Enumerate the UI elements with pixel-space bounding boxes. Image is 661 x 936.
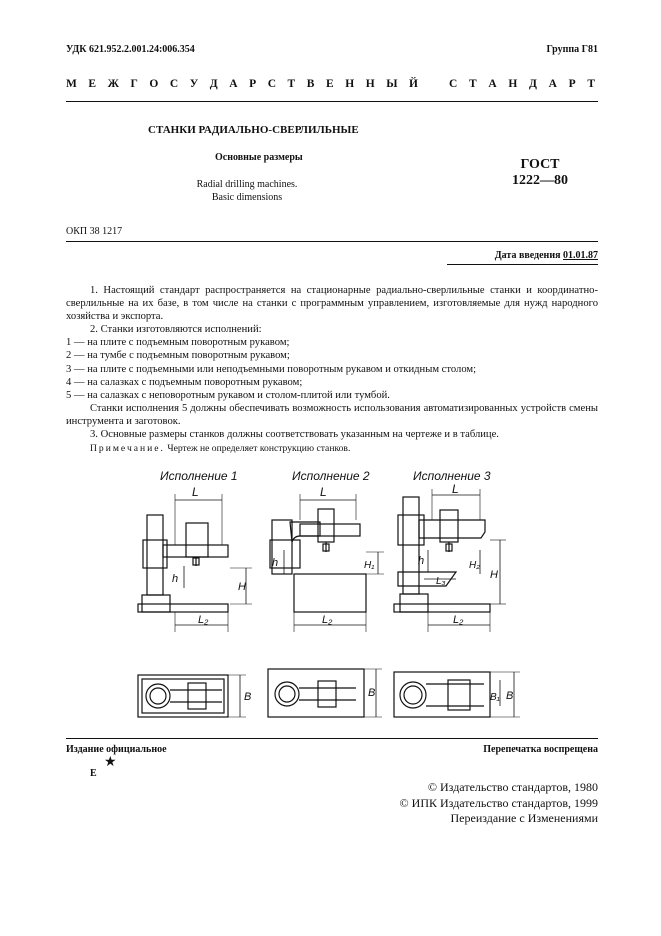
variant-item: 2 — на тумбе с подъемным поворотным рукавом; xyxy=(66,350,290,362)
banner-letter: Й xyxy=(409,78,418,90)
udk-code: УДК 621.952.2.001.24:006.354 xyxy=(66,44,195,55)
paragraph-1: 1. Настоящий стандарт распространяется на стационарные радиально-сверлильные станки и координатно-сверлильные на их базе, в том числе на станки с программным управлением, изготовляемые для нужд народного хозяйства и экспорта. xyxy=(66,285,598,323)
variant-3-plan-view xyxy=(394,672,520,717)
variant-3-side-view xyxy=(394,482,506,632)
dim-H: H xyxy=(238,581,246,593)
banner-letter: Е xyxy=(325,78,334,90)
english-title-line-1: Radial drilling machines. xyxy=(196,179,298,190)
dim-h: h xyxy=(172,573,179,585)
gost-label: ГОСТ xyxy=(520,157,560,172)
intro-date xyxy=(495,250,598,261)
dim-L: L xyxy=(320,485,327,499)
banner-letter: А xyxy=(488,78,497,90)
banner-rule xyxy=(66,101,598,102)
dim-L2: L₂ xyxy=(453,614,464,626)
note xyxy=(66,442,598,455)
star-mark: ★ xyxy=(104,755,117,770)
variant-2-side-view xyxy=(270,485,384,632)
dim-L3: L₃ xyxy=(436,576,446,587)
dim-H2: H₂ xyxy=(469,560,481,571)
copyright-block xyxy=(400,780,598,827)
banner-letter: В xyxy=(306,78,315,90)
banner-letter: М xyxy=(66,78,77,90)
banner-word-2 xyxy=(449,78,595,90)
dim-L2: L₂ xyxy=(322,614,333,626)
banner-letter: Ы xyxy=(386,78,398,90)
dim-L2: L₂ xyxy=(198,614,209,626)
caption-variant-2: Исполнение 2 xyxy=(292,469,370,483)
subtitle: Основные размеры xyxy=(215,152,303,163)
banner-letter: Н xyxy=(365,78,375,90)
banner-letter: О xyxy=(149,78,159,90)
dim-L: L xyxy=(452,482,459,496)
banner-letter: А xyxy=(548,78,557,90)
banner-word-1 xyxy=(66,78,418,90)
note-text: Чертеж не определяет конструкцию станков. xyxy=(167,443,351,455)
dim-B: B xyxy=(506,690,514,702)
dim-B: B xyxy=(368,687,376,699)
official-edition: Издание официальное xyxy=(66,744,167,755)
variant-item: 4 — на салазках с подъемным поворотным рукавом; xyxy=(66,376,303,388)
dim-L: L xyxy=(192,485,199,499)
page-title: СТАНКИ РАДИАЛЬНО-СВЕРЛИЛЬНЫЕ xyxy=(148,124,359,136)
footer-rule xyxy=(66,738,598,739)
variant-2-plan-view xyxy=(268,669,382,717)
banner-letter: Т xyxy=(287,78,296,90)
okp-code: ОКП 38 1217 xyxy=(66,226,123,237)
banner-letter: Д xyxy=(529,78,537,90)
dim-h: h xyxy=(418,555,425,567)
reprint-notice: Перепечатка воспрещена xyxy=(483,744,598,755)
variant-item: 3 — на плите с подъемными или неподъемными поворотным рукавом и откидным столом; xyxy=(66,363,477,375)
variant-1-side-view xyxy=(138,485,252,632)
banner-letter: Р xyxy=(249,78,257,90)
english-title xyxy=(172,178,322,204)
variant-item: 1 — на плите с подъемным поворотным рукавом; xyxy=(66,337,290,349)
gost-block xyxy=(500,157,580,189)
gost-number: 1222—80 xyxy=(512,173,568,188)
caption-variant-1: Исполнение 1 xyxy=(160,469,238,483)
machine-drawing xyxy=(0,460,661,740)
date-rule xyxy=(447,264,598,265)
dim-B1: B₁ xyxy=(490,692,500,703)
letter-e: Е xyxy=(90,768,97,779)
banner-letter: Т xyxy=(587,78,595,90)
banner-letter: А xyxy=(229,78,238,90)
dim-h: h xyxy=(272,557,279,569)
banner-letter: Ж xyxy=(107,78,119,90)
body-text xyxy=(66,284,598,455)
banner-letter: С xyxy=(267,78,276,90)
dim-B: B xyxy=(244,691,252,703)
caption-variant-3: Исполнение 3 xyxy=(413,469,491,483)
dim-H1: H₁ xyxy=(364,560,375,571)
banner-letter: Т xyxy=(469,78,477,90)
group-code: Группа Г81 xyxy=(546,44,598,55)
paragraph-2: 2. Станки изготовляются исполнений: xyxy=(90,324,262,336)
banner-letter: Д xyxy=(209,78,218,90)
english-title-line-2: Basic dimensions xyxy=(211,192,283,203)
intro-date-value: 01.01.87 xyxy=(563,250,598,261)
paragraph-3: 3. Основные размеры станков должны соответствовать указанным на чертеже и в таблице. xyxy=(90,429,499,441)
banner-letter: С xyxy=(169,78,179,90)
banner-letter: Е xyxy=(88,78,97,90)
reissue-note: Переиздание с Изменениями xyxy=(450,811,598,825)
note-label: Примечание. xyxy=(90,443,165,455)
banner-letter: Н xyxy=(508,78,518,90)
dim-H: H xyxy=(490,569,498,581)
copyright-1: © Издательство стандартов, 1980 xyxy=(427,780,598,794)
banner xyxy=(66,78,595,90)
paragraph-variant5: Станки исполнения 5 должны обеспечивать возможность использования автоматизированных устройств смены инструмента и заготовок. xyxy=(66,402,598,427)
title-rule xyxy=(66,241,598,242)
banner-letter: Г xyxy=(130,78,138,90)
intro-date-label: Дата введения xyxy=(494,250,561,261)
banner-letter: Р xyxy=(568,78,576,90)
banner-letter: У xyxy=(189,78,199,90)
variant-item: 5 — на салазках с неповоротным рукавом и столом-плитой или тумбой. xyxy=(66,389,390,401)
banner-letter: С xyxy=(449,78,458,90)
variant-1-plan-view xyxy=(138,675,251,717)
banner-letter: Н xyxy=(345,78,355,90)
copyright-2: © ИПК Издательство стандартов, 1999 xyxy=(399,795,598,810)
